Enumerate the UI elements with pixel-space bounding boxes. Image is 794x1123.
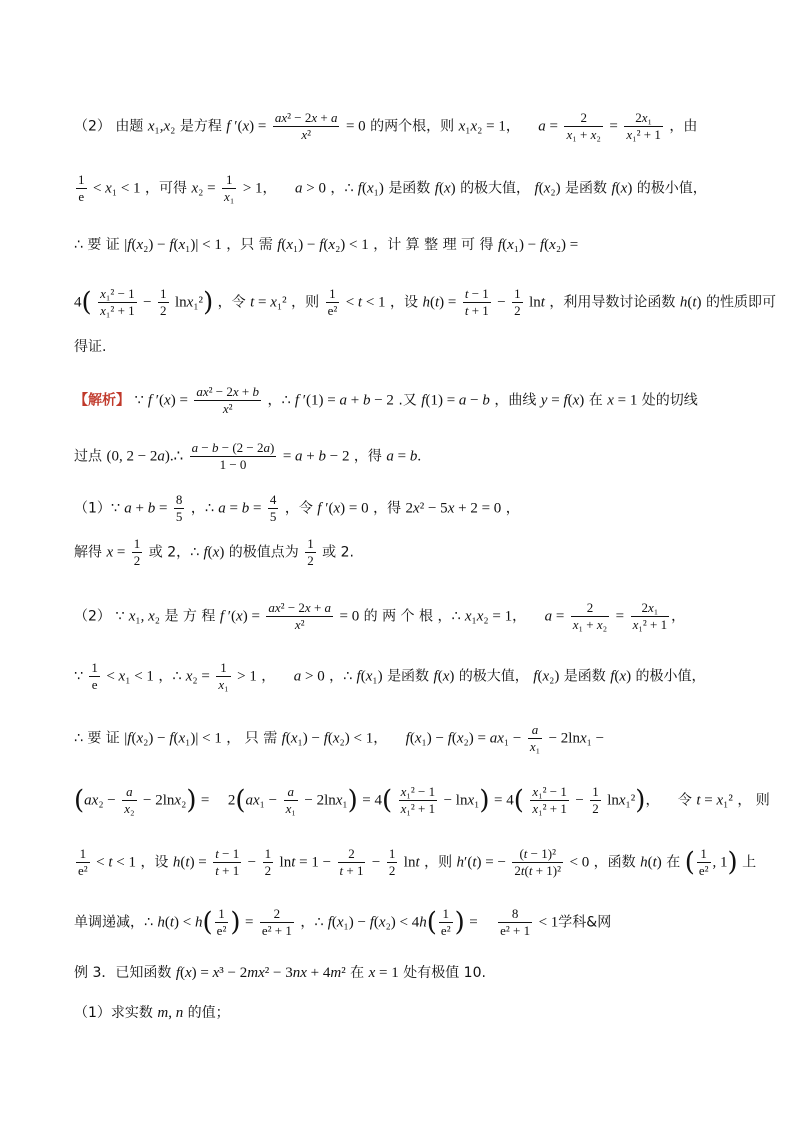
solution-line-1: 【解析】 ∵ f ′(x) = $\frac{\text{ax² − 2x + b}}{\text{x²}}$ ，∴ f ′(1) = a + b − 2 .又 f(1) = a − b ，曲线 y = f(x) 在 x = 1 处的切线: [74, 384, 698, 416]
intro-line-3: ∴ 要 证 |f(x₂) − f(x₁)| < 1 ，只 需 f(x₁) − f(x₂) < 1 ，计 算 整 理 可 得 f(x₁) − f(x₂) =: [74, 237, 579, 253]
part2-line-5: $\frac{1}{\text{e²}}$ < t < 1 ，设 h(t) = $\frac{t - 1}{t + 1}$ − $\frac{1}{2}$ lnt = 1 − $\frac{2}{t + 1}$ − $\frac{1}{2}$ lnt ，则 h′(t) = − $\frac{\text{(t − 1)²}}{\text{2t(t + 1)²}}$ < 0 ，函数 h(t) 在 ( $\frac{1}{\text{e²}}$ , 1) 上: [78, 846, 757, 878]
part1-line-1: （1）∵ a + b = $\frac{8}{5}$ ，∴ a = b = $\frac{4}{5}$ ，令 f ′(x) = 0 ，得 2x² − 5x + 2 = 0 ，: [74, 492, 520, 524]
part2-line-4: (ax₂ − $\frac{a}{\text{x₂}}$ − 2lnx₂) = 2(ax₁ − $\frac{a}{\text{x₁}}$ − 2lnx₁) = 4( $\frac{\text{x₁² − 1}}{\text{x₁² + 1}}$ − lnx₁) = 4( $\frac{\text{x₁² − 1}}{\text{x₁² + 1}}$ − $\frac{1}{2}$ lnx₁²)， 令 t = x₁² ， 则: [74, 784, 770, 816]
intro-line-4: 4( $\frac{\text{x₁² − 1}}{\text{x₁² + 1}}$ − $\frac{1}{2}$ lnx₁²) ，令 t = x₁² ，则 $\frac{1}{\text{e²}}$ < t < 1 ，设 h(t) = $\frac{t - 1}{t + 1}$ − $\frac{1}{2}$ lnt ，利用导数讨论函数 h(t) 的性质即可: [74, 286, 776, 318]
example3-title: 例 3．已知函数 f(x) = x³ − 2mx² − 3nx + 4m² 在 x = 1 处有极值 10.: [74, 965, 486, 981]
solution-line-2: 过点 (0, 2 − 2a).∴ $\frac{a - b - (2 - 2a)}{1 - 0}$ = a + b − 2 ，得 a = b.: [74, 440, 422, 472]
part2-line-1: （2） ∵ x₁, x₂ 是 方 程 f ′(x) = $\frac{\text{ax² − 2x + a}}{\text{x²}}$ = 0 的 两 个 根 ，∴ x₁x₂ = 1， a = $\frac{2}{\text{x₁ + x₂}}$ = $\frac{\text{2x₁}}{\text{x₁² + 1}}$ ，: [74, 600, 686, 632]
part2-line-2: ∵ $\frac{1}{e}$ < x₁ < 1 ，∴ x₂ = $\frac{1}{\text{x₁}}$ > 1 ， a > 0 ，∴ f(x₁) 是函数 f(x) 的极大值， f(x₂) 是函数 f(x) 的极小值，: [74, 660, 706, 692]
part2-line-6: 单调递减，∴ h(t) < h( $\frac{1}{\text{e²}}$ ) = $\frac{2}{\text{e² + 1}}$ ，∴ f(x₁) − f(x₂) < 4h( $\frac{1}{\text{e²}}$ ) = $\frac{8}{\text{e² + 1}}$ < 1学科&网: [74, 906, 612, 938]
part2-line-3: ∴ 要 证 |f(x₂) − f(x₁)| < 1 ， 只 需 f(x₁) − f(x₂) < 1， f(x₁) − f(x₂) = ax₁ − $\frac{a}{\text{x₁}}$ − 2lnx₁ −: [74, 722, 605, 754]
example3-question-1: （1）求实数 m, n 的值；: [74, 1005, 230, 1021]
part1-line-2: 解得 x = $\frac{1}{2}$ 或 2，∴ f(x) 的极值点为 $\frac{1}{2}$ 或 2.: [74, 536, 354, 568]
intro-line-5: 得证.: [74, 339, 107, 355]
intro-line-2: $\frac{1}{e}$ < x₁ < 1 ，可得 x₂ = $\frac{1}{\text{x₁}}$ > 1， a > 0 ，∴ f(x₁) 是函数 f(x) 的极大值， f(x₂) 是函数 f(x) 的极小值，: [78, 172, 707, 204]
solution-tag: 【解析】: [74, 392, 130, 409]
intro-line-1: （2） 由题 x₁,x₂ 是方程 f ′(x) = $\frac{\text{ax² − 2x + a}}{\text{x²}}$ = 0 的两个根，则 x₁x₂ = 1， a = $\frac{2}{\text{x₁ + x₂}}$ = $\frac{\text{2x₁}}{\text{x₁² + 1}}$ ，由: [74, 110, 698, 142]
